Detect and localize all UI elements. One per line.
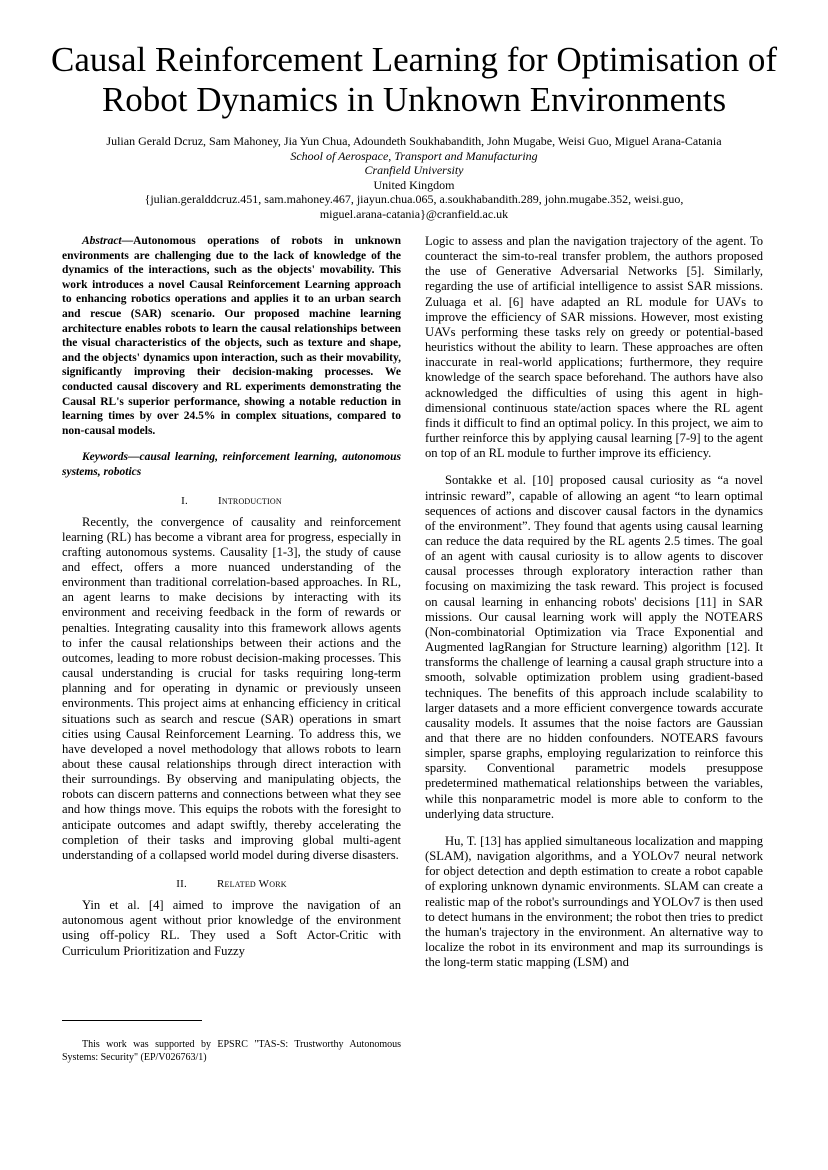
- author-names: Julian Gerald Dcruz, Sam Mahoney, Jia Yun Chua, Adoundeth Soukhabandith, John Mugabe, Weisi Guo, Miguel Arana-Catania: [106, 134, 722, 148]
- abstract-lead: Abstract: [82, 235, 122, 247]
- section-heading-introduction: [62, 494, 401, 509]
- footnote: This work was supported by EPSRC "TAS-S: Trustworthy Autonomous Systems: Security" (EP/V026763/1): [62, 1039, 401, 1063]
- abstract: [62, 234, 401, 438]
- author-country: United Kingdom: [373, 177, 455, 192]
- author-emails-line2: miguel.arana-catania}@cranfield.ac.uk: [319, 206, 509, 221]
- related-work-paragraph-start: Yin et al. [4] aimed to improve the navigation of an autonomous agent without prior knowledge of the environment using off-policy RL. They used a Soft Actor-Critic with Curriculum Prioritization and Fuzzy: [62, 898, 401, 958]
- section-title: Related Work: [216, 878, 287, 891]
- author-university: Cranfield University: [364, 163, 464, 177]
- related-work-paragraph-continued: Logic to assess and plan the navigation trajectory of the agent. To counteract the sim-to-real transfer problem, the authors proposed the use of Generative Adversarial Networks [5]. Similarly, regarding the use of artificial intelligence to assist SAR missions. Zuluaga et al. [6] have adapted an RL module for UAVs to improve the efficiency of SAR missions. However, most existing UAVs performing these tasks rely on greedy or potential-based heuristics without the ability to learn. These approaches are often inaccurate in real-world applications; furthermore, they require knowledge of the search space beforehand. The authors have also acknowledged the difficulties of using this agent in high-dimensional continuous state/action spaces where the RL agent finds it difficult to find an optimal policy. In this project, we aim to further reinforce this by applying causal learning [7-9] to the agent on top of an RL module to further improve its efficiency.: [425, 234, 763, 461]
- section-number: I.: [181, 494, 188, 507]
- abstract-text: —Autonomous operations of robots in unknown environments are challenging due to the lack of knowledge of the dynamics of the interactions, such as the objects' movability. This work introduces a novel Causal Reinforcement Learning approach to enhancing robotics operations and applies it to an urban search and rescue (SAR) scenario. Our proposed machine learning architecture enables robots to learn the causal relationships between the visual characteristics of the objects, such as texture and shape, and the objects' dynamics upon interaction, such as their movability, significantly improving their decision-making processes. We conducted causal discovery and RL experiments demonstrating the Causal RL's superior performance, showing a notable reduction in learning times by over 24.5% in complex situations, compared to non-causal models.: [62, 235, 401, 437]
- section-heading-related-work: [62, 877, 401, 892]
- section-title: Introduction: [217, 494, 282, 507]
- paper-title: Causal Reinforcement Learning for Optimisation of Robot Dynamics in Unknown Environments: [50, 40, 778, 119]
- left-column: [62, 234, 401, 959]
- author-department: School of Aerospace, Transport and Manufacturing: [290, 148, 538, 163]
- related-work-paragraph-sontakke: Sontakke et al. [10] proposed causal curiosity as “a novel intrinsic reward”, capable of allowing an agent “to learn optimal sequences of actions and discover causal factors in the dynamics of the environment”. They found that agents using causal learning can reduce the data required by the RL agents 2.5 times. The goal of an agent with causal curiosity is to allow agents to discover causal processes through exploratory interaction rather than focusing on maximizing the task reward. This project is focused on causal learning in enhancing robots' decisions [11] in SAR missions. Our causal learning work will apply the NOTEARS (Non-combinatorial Optimization via Trace Exponential and Augmented lagRangian for Structure learning) algorithm [12]. It transforms the challenge of learning a causal graph structure into a smooth, solvable optimization problem using gradient-based techniques. The benefits of this approach include scalability to larger datasets and a more efficient convergence towards accurate causality models. It assumes that the noise factors are Gaussian and that there are no hidden confounders. NOTEARS favours simpler, sparse graphs, employing regularization to reinforce this sparsity. Conventional parametric models presuppose predetermined mathematical relationships between the variables, while this nonparametric model is more able to conform to the underlying data structure.: [425, 473, 763, 821]
- related-work-paragraph-hu: Hu, T. [13] has applied simultaneous localization and mapping (SLAM), navigation algorithms, and a YOLOv7 neural network for object detection and depth estimation to create a robot capable of exploring unknown dynamic environments. SLAM can create a realistic map of the robot's surroundings and YOLOv7 is then used to detect humans in the environment; the robot then tries to predict the human's trajectory in the environment. An alternative way to localize the robot in its environment and map its surroundings is the long-term static mapping (LSM) and: [425, 833, 763, 970]
- introduction-paragraph: Recently, the convergence of causality and reinforcement learning (RL) has become a vibrant area for progress, especially in crafting autonomous systems. Causality [1-3], the study of cause and effect, offers a more nuanced understanding of the environment than traditional correlation-based approaches. In RL, an agent learns to make decisions by interacting with its environment and receiving feedback in the form of rewards or penalties. Integrating causality into this framework allows agents to infer the causal relationships between their actions and the outcomes, leading to more robust decision-making processes. This causal understanding is crucial for tasks requiring long-term planning and for operating in dynamic or previously unseen environments. This project aims at enhancing efficiency in critical situations such as search and rescue (SAR) operations in smart cities using Causal Reinforcement Learning. To address this, we have developed a novel methodology that allows robots to learn about these causal relationships through direct interaction with their surroundings. By observing and manipulating objects, the robots can discern patterns and connections between what they see and how things move. This equips the robots with the foresight to anticipate outcomes and adapt swiftly, thereby accelerating the completion of their tasks and improving global multi-agent understanding of a collapsed world model during diverse disasters.: [62, 514, 401, 862]
- author-emails-line1: {julian.geralddcruz.451, sam.mahoney.467, jiayun.chua.065, a.soukhabandith.289, john.mugabe.352, weisi.guo,: [144, 192, 684, 206]
- footnote-rule: [62, 1020, 202, 1021]
- section-number: II.: [176, 878, 187, 891]
- author-block: [40, 134, 788, 221]
- keywords: Keywords—causal learning, reinforcement learning, autonomous systems, robotics: [62, 451, 401, 478]
- right-column: [425, 234, 763, 970]
